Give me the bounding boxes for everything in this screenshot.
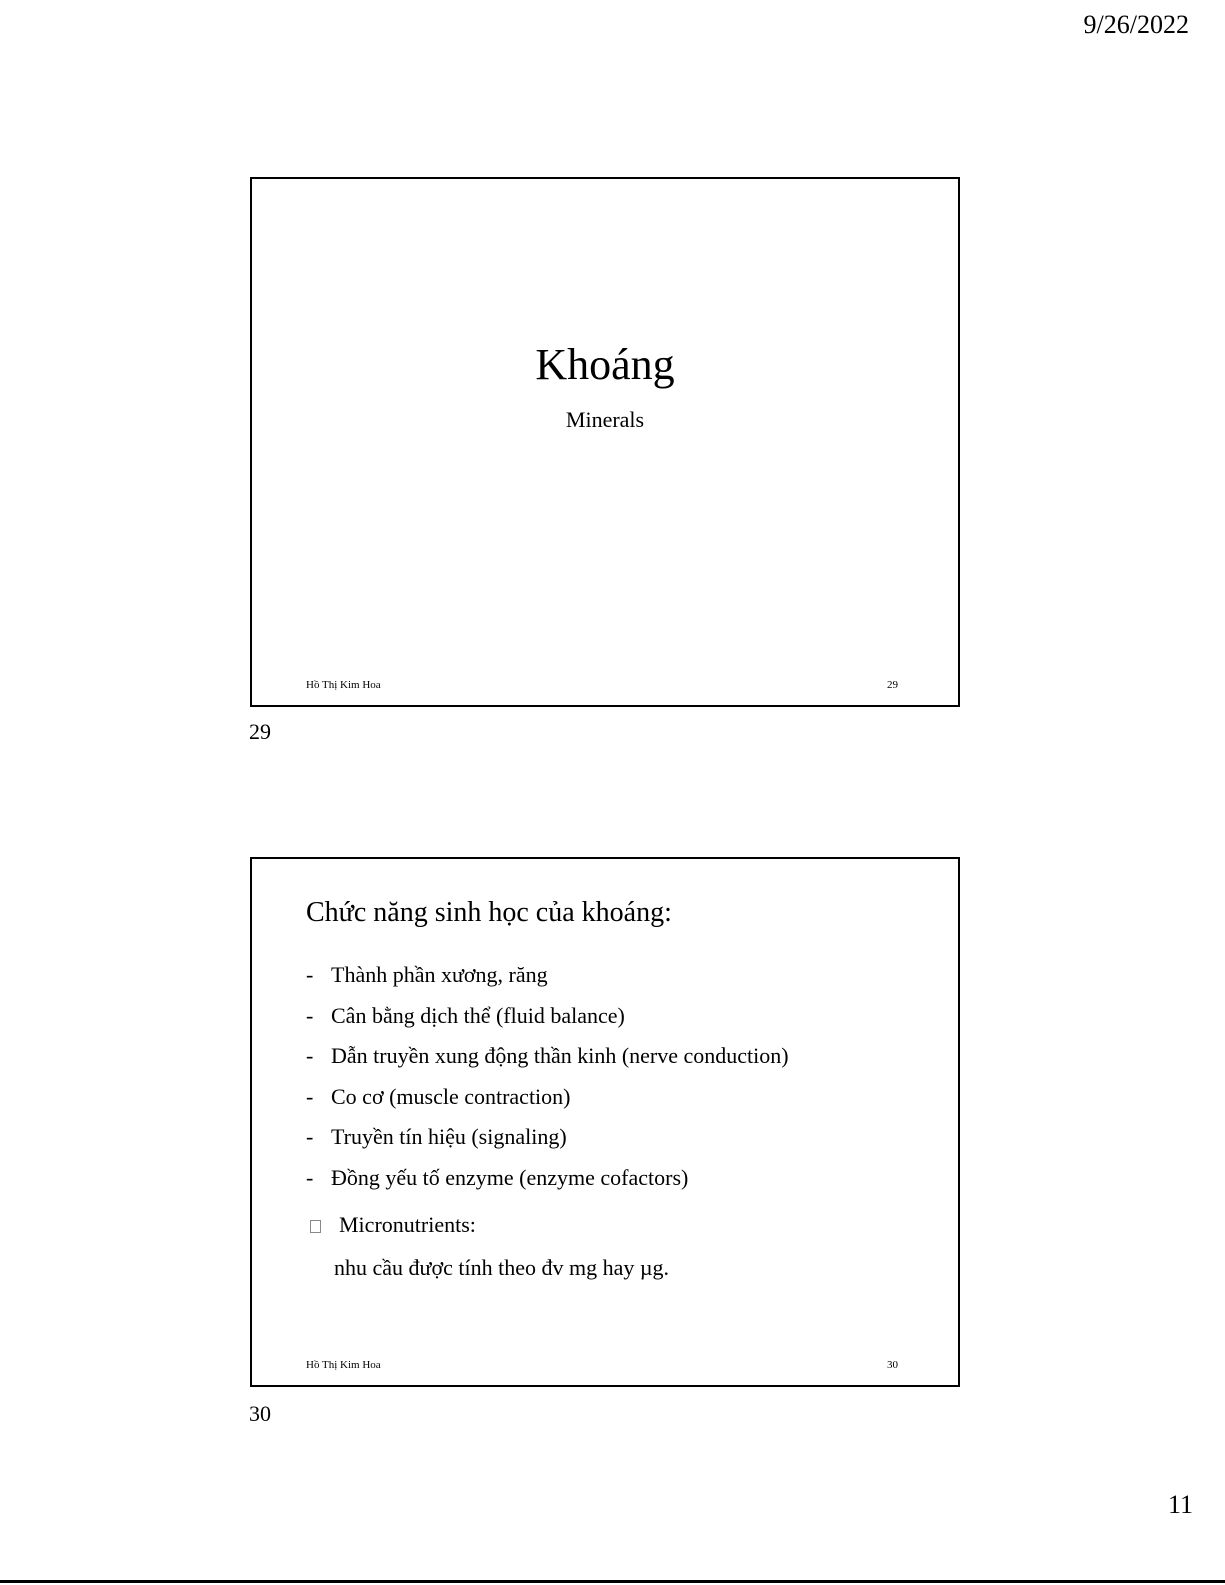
list-item [306,1162,789,1203]
slide-label-29: 29 [249,719,271,744]
bullet-dash: - [306,1083,314,1109]
micronutrients-label: Micronutrients: [339,1212,476,1237]
slide-29 [250,177,960,707]
bullet-dash: - [306,962,314,987]
list-item [306,1040,789,1081]
slide-footer-number: 30 [887,1359,898,1371]
list-item-text: Thành phần xương, răng [331,962,548,987]
slide-title: Khoáng [535,340,675,389]
slide-subtitle: Minerals [565,407,645,432]
list-item-text: Đồng yếu tố enzyme (enzyme cofactors) [331,1164,689,1190]
slide-footer-author: Hồ Thị Kim Hoa [306,1359,381,1371]
page-date: 9/26/2022 [1083,10,1189,39]
slide-footer-number: 29 [887,679,898,691]
list-item-text: Co cơ (muscle contraction) [331,1083,571,1109]
bullet-dash: - [306,1002,314,1028]
list-item [306,1000,789,1041]
function-list [306,959,789,1202]
slide-footer-author: Hồ Thị Kim Hoa [306,679,381,691]
list-item [306,1081,789,1122]
square-bullet-icon [310,1220,321,1233]
list-item [306,1121,789,1162]
list-item-text: Truyền tín hiệu (signaling) [331,1124,567,1149]
list-item-text: Cân bằng dịch thể (fluid balance) [331,1002,625,1028]
list-item-text: Dẫn truyền xung động thần kinh (nerve conduction) [331,1043,789,1068]
slide-label-30: 30 [249,1401,271,1426]
bullet-dash: - [306,1164,314,1190]
page-number: 11 [1167,1490,1193,1519]
bottom-divider [0,1580,1225,1583]
bullet-dash: - [306,1043,314,1068]
micronutrients-detail: nhu cầu được tính theo đv mg hay µg. [334,1255,670,1280]
bullet-dash: - [306,1124,314,1149]
slide-heading: Chức năng sinh học của khoáng: [306,897,672,928]
slide-30 [250,857,960,1387]
micronutrients-line [310,1212,476,1238]
list-item [306,959,789,1000]
